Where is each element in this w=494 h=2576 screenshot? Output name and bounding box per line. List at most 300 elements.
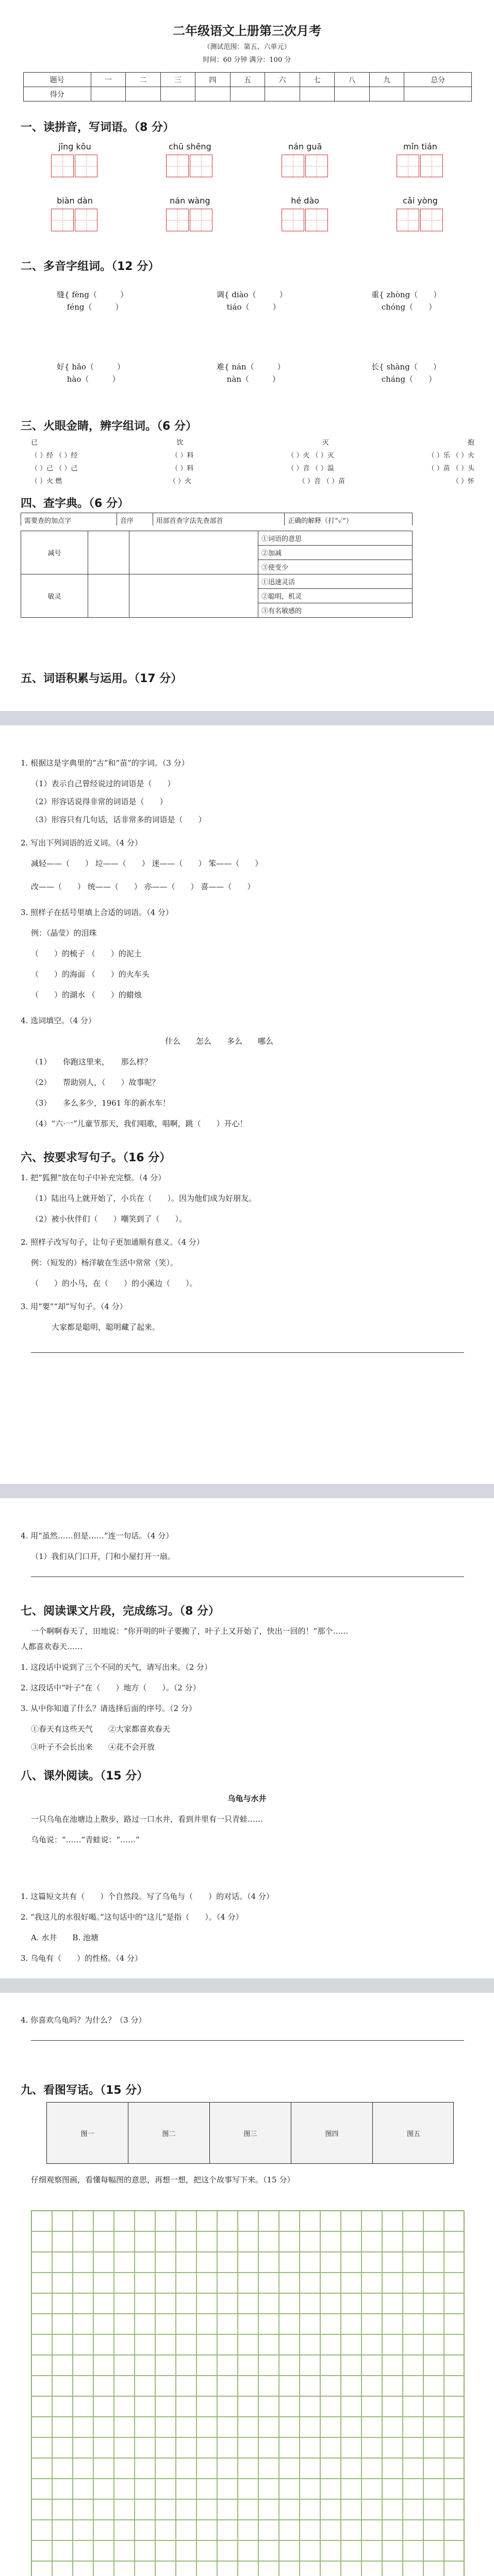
grid-cell[interactable]	[155, 2417, 176, 2437]
grid-cell[interactable]	[217, 2520, 238, 2540]
grid-cell[interactable]	[341, 2458, 361, 2479]
grid-cell[interactable]	[341, 2355, 361, 2376]
s3-blank[interactable]: （ ）怀	[452, 478, 474, 485]
grid-cell[interactable]	[31, 2499, 52, 2520]
grid-cell[interactable]	[361, 2540, 382, 2561]
grid-cell[interactable]	[423, 2211, 444, 2231]
grid-cell[interactable]	[444, 2293, 465, 2314]
grid-cell[interactable]	[93, 2355, 114, 2376]
grid-cell[interactable]	[444, 2540, 465, 2561]
grid-cell[interactable]	[93, 2252, 114, 2273]
grid-cell[interactable]	[279, 2479, 300, 2499]
grid-cell[interactable]	[238, 2540, 258, 2561]
writing-box[interactable]	[51, 209, 74, 231]
grid-cell[interactable]	[114, 2479, 135, 2499]
grid-cell[interactable]	[403, 2376, 423, 2396]
grid-cell[interactable]	[320, 2376, 341, 2396]
grid-cell[interactable]	[258, 2396, 279, 2417]
answer-line[interactable]	[31, 2040, 464, 2041]
grid-cell[interactable]	[155, 2396, 176, 2417]
table-input-cell[interactable]	[129, 531, 258, 574]
grid-cell[interactable]	[114, 2499, 135, 2520]
grid-cell[interactable]	[361, 2314, 382, 2334]
grid-cell[interactable]	[423, 2252, 444, 2273]
grid-cell[interactable]	[52, 2252, 73, 2273]
grid-cell[interactable]	[176, 2355, 196, 2376]
grid-cell[interactable]	[300, 2520, 320, 2540]
grid-cell[interactable]	[238, 2437, 258, 2458]
grid-cell[interactable]	[217, 2479, 238, 2499]
grid-cell[interactable]	[258, 2417, 279, 2437]
grid-cell[interactable]	[73, 2231, 93, 2252]
grid-cell[interactable]	[176, 2458, 196, 2479]
grid-cell[interactable]	[238, 2376, 258, 2396]
grid-cell[interactable]	[361, 2561, 382, 2576]
grid-cell[interactable]	[217, 2334, 238, 2355]
grid-cell[interactable]	[444, 2437, 465, 2458]
grid-cell[interactable]	[320, 2355, 341, 2376]
grid-cell[interactable]	[320, 2334, 341, 2355]
grid-cell[interactable]	[93, 2499, 114, 2520]
grid-cell[interactable]	[196, 2520, 217, 2540]
grid-cell[interactable]	[217, 2376, 238, 2396]
grid-cell[interactable]	[73, 2396, 93, 2417]
grid-cell[interactable]	[114, 2396, 135, 2417]
grid-cell[interactable]	[341, 2314, 361, 2334]
score-input-cell[interactable]	[300, 87, 335, 101]
table-input-cell[interactable]	[88, 574, 129, 618]
grid-cell[interactable]	[423, 2273, 444, 2293]
grid-cell[interactable]	[176, 2417, 196, 2437]
grid-cell[interactable]	[217, 2499, 238, 2520]
grid-cell[interactable]	[93, 2479, 114, 2499]
grid-cell[interactable]	[176, 2376, 196, 2396]
writing-box[interactable]	[282, 155, 304, 177]
grid-cell[interactable]	[258, 2520, 279, 2540]
grid-cell[interactable]	[93, 2396, 114, 2417]
grid-cell[interactable]	[155, 2231, 176, 2252]
grid-cell[interactable]	[279, 2355, 300, 2376]
grid-cell[interactable]	[279, 2334, 300, 2355]
grid-cell[interactable]	[217, 2355, 238, 2376]
grid-cell[interactable]	[155, 2561, 176, 2576]
grid-cell[interactable]	[155, 2520, 176, 2540]
grid-cell[interactable]	[300, 2540, 320, 2561]
grid-cell[interactable]	[73, 2314, 93, 2334]
grid-cell[interactable]	[403, 2355, 423, 2376]
grid-cell[interactable]	[217, 2396, 238, 2417]
table-cell[interactable]	[258, 560, 413, 574]
grid-cell[interactable]	[403, 2314, 423, 2334]
grid-cell[interactable]	[135, 2458, 155, 2479]
grid-cell[interactable]	[114, 2293, 135, 2314]
grid-cell[interactable]	[93, 2458, 114, 2479]
grid-cell[interactable]	[320, 2293, 341, 2314]
grid-cell[interactable]	[300, 2417, 320, 2437]
grid-cell[interactable]	[52, 2479, 73, 2499]
grid-cell[interactable]	[423, 2231, 444, 2252]
grid-cell[interactable]	[238, 2231, 258, 2252]
grid-cell[interactable]	[52, 2334, 73, 2355]
grid-cell[interactable]	[52, 2417, 73, 2437]
grid-cell[interactable]	[31, 2293, 52, 2314]
grid-cell[interactable]	[361, 2396, 382, 2417]
grid-cell[interactable]	[258, 2314, 279, 2334]
score-input-cell[interactable]	[160, 87, 195, 101]
grid-cell[interactable]	[73, 2334, 93, 2355]
grid-cell[interactable]	[196, 2437, 217, 2458]
grid-cell[interactable]	[155, 2273, 176, 2293]
grid-cell[interactable]	[423, 2376, 444, 2396]
grid-cell[interactable]	[444, 2355, 465, 2376]
writing-box[interactable]	[420, 155, 443, 177]
grid-cell[interactable]	[155, 2252, 176, 2273]
option-line[interactable]: ①春天有这些天气 ②大家都喜欢春天	[31, 1724, 171, 1734]
grid-cell[interactable]	[382, 2211, 403, 2231]
grid-cell[interactable]	[300, 2396, 320, 2417]
grid-cell[interactable]	[73, 2293, 93, 2314]
grid-cell[interactable]	[52, 2211, 73, 2231]
grid-cell[interactable]	[382, 2499, 403, 2520]
grid-cell[interactable]	[31, 2396, 52, 2417]
grid-cell[interactable]	[135, 2314, 155, 2334]
grid-cell[interactable]	[93, 2314, 114, 2334]
grid-cell[interactable]	[52, 2376, 73, 2396]
grid-cell[interactable]	[93, 2211, 114, 2231]
grid-cell[interactable]	[238, 2499, 258, 2520]
grid-cell[interactable]	[155, 2458, 176, 2479]
grid-cell[interactable]	[403, 2417, 423, 2437]
grid-cell[interactable]	[93, 2334, 114, 2355]
grid-cell[interactable]	[279, 2417, 300, 2437]
grid-cell[interactable]	[403, 2334, 423, 2355]
grid-cell[interactable]	[341, 2273, 361, 2293]
grid-cell[interactable]	[258, 2376, 279, 2396]
grid-cell[interactable]	[300, 2231, 320, 2252]
grid-cell[interactable]	[31, 2417, 52, 2437]
grid-cell[interactable]	[320, 2479, 341, 2499]
grid-cell[interactable]	[300, 2355, 320, 2376]
grid-cell[interactable]	[52, 2561, 73, 2576]
grid-cell[interactable]	[238, 2458, 258, 2479]
grid-cell[interactable]	[300, 2561, 320, 2576]
grid-cell[interactable]	[423, 2417, 444, 2437]
grid-cell[interactable]	[279, 2561, 300, 2576]
grid-cell[interactable]	[135, 2520, 155, 2540]
s3-blank[interactable]: （ ）火 燃	[31, 478, 62, 485]
grid-cell[interactable]	[238, 2314, 258, 2334]
grid-cell[interactable]	[403, 2479, 423, 2499]
grid-cell[interactable]	[93, 2273, 114, 2293]
grid-cell[interactable]	[114, 2355, 135, 2376]
grid-cell[interactable]	[403, 2273, 423, 2293]
grid-cell[interactable]	[320, 2499, 341, 2520]
score-input-cell[interactable]	[265, 87, 300, 101]
grid-cell[interactable]	[403, 2437, 423, 2458]
grid-cell[interactable]	[258, 2334, 279, 2355]
grid-cell[interactable]	[300, 2252, 320, 2273]
grid-cell[interactable]	[341, 2231, 361, 2252]
grid-cell[interactable]	[279, 2314, 300, 2334]
grid-cell[interactable]	[155, 2540, 176, 2561]
grid-cell[interactable]	[423, 2314, 444, 2334]
grid-cell[interactable]	[382, 2252, 403, 2273]
grid-cell[interactable]	[52, 2499, 73, 2520]
grid-cell[interactable]	[31, 2231, 52, 2252]
grid-cell[interactable]	[361, 2520, 382, 2540]
option-line[interactable]: ③叶子不会长出来 ④花不会开放	[31, 1742, 155, 1752]
grid-cell[interactable]	[135, 2540, 155, 2561]
grid-cell[interactable]	[320, 2561, 341, 2576]
grid-cell[interactable]	[93, 2561, 114, 2576]
grid-cell[interactable]	[403, 2520, 423, 2540]
writing-box[interactable]	[190, 155, 212, 177]
s3-blank[interactable]: （ ）己 （ ）己	[31, 465, 78, 472]
grid-cell[interactable]	[423, 2499, 444, 2520]
grid-cell[interactable]	[423, 2334, 444, 2355]
grid-cell[interactable]	[238, 2293, 258, 2314]
grid-cell[interactable]	[114, 2520, 135, 2540]
grid-cell[interactable]	[382, 2540, 403, 2561]
grid-cell[interactable]	[320, 2273, 341, 2293]
grid-cell[interactable]	[135, 2252, 155, 2273]
grid-cell[interactable]	[73, 2252, 93, 2273]
grid-cell[interactable]	[196, 2314, 217, 2334]
grid-cell[interactable]	[382, 2561, 403, 2576]
grid-cell[interactable]	[300, 2376, 320, 2396]
grid-cell[interactable]	[258, 2231, 279, 2252]
grid-cell[interactable]	[341, 2540, 361, 2561]
grid-cell[interactable]	[444, 2252, 465, 2273]
grid-cell[interactable]	[258, 2252, 279, 2273]
grid-cell[interactable]	[341, 2437, 361, 2458]
grid-cell[interactable]	[73, 2376, 93, 2396]
grid-cell[interactable]	[444, 2458, 465, 2479]
grid-cell[interactable]	[114, 2561, 135, 2576]
grid-cell[interactable]	[382, 2376, 403, 2396]
s3-blank[interactable]: （ ）料	[171, 465, 194, 472]
grid-cell[interactable]	[258, 2499, 279, 2520]
grid-cell[interactable]	[135, 2499, 155, 2520]
grid-cell[interactable]	[176, 2540, 196, 2561]
grid-cell[interactable]	[423, 2293, 444, 2314]
grid-cell[interactable]	[93, 2437, 114, 2458]
grid-cell[interactable]	[444, 2396, 465, 2417]
grid-cell[interactable]	[196, 2273, 217, 2293]
grid-cell[interactable]	[238, 2520, 258, 2540]
grid-cell[interactable]	[341, 2376, 361, 2396]
writing-box[interactable]	[305, 155, 328, 177]
grid-cell[interactable]	[31, 2479, 52, 2499]
grid-cell[interactable]	[52, 2355, 73, 2376]
grid-cell[interactable]	[279, 2458, 300, 2479]
grid-cell[interactable]	[217, 2458, 238, 2479]
grid-cell[interactable]	[403, 2499, 423, 2520]
grid-cell[interactable]	[382, 2293, 403, 2314]
answer-line[interactable]	[31, 1352, 464, 1353]
grid-cell[interactable]	[31, 2540, 52, 2561]
writing-box[interactable]	[166, 155, 189, 177]
writing-box[interactable]	[397, 209, 419, 231]
grid-cell[interactable]	[423, 2520, 444, 2540]
grid-cell[interactable]	[382, 2396, 403, 2417]
grid-cell[interactable]	[196, 2334, 217, 2355]
grid-cell[interactable]	[444, 2417, 465, 2437]
grid-cell[interactable]	[423, 2540, 444, 2561]
s3-blank[interactable]: （ ）火	[169, 478, 192, 485]
grid-cell[interactable]	[73, 2540, 93, 2561]
grid-cell[interactable]	[341, 2334, 361, 2355]
grid-cell[interactable]	[361, 2417, 382, 2437]
grid-cell[interactable]	[361, 2293, 382, 2314]
grid-cell[interactable]	[423, 2396, 444, 2417]
grid-cell[interactable]	[217, 2314, 238, 2334]
grid-cell[interactable]	[361, 2499, 382, 2520]
writing-box[interactable]	[190, 209, 212, 231]
grid-cell[interactable]	[31, 2211, 52, 2231]
grid-cell[interactable]	[217, 2252, 238, 2273]
grid-cell[interactable]	[52, 2437, 73, 2458]
score-input-cell[interactable]	[335, 87, 370, 101]
grid-cell[interactable]	[341, 2499, 361, 2520]
grid-cell[interactable]	[238, 2273, 258, 2293]
grid-cell[interactable]	[258, 2561, 279, 2576]
grid-cell[interactable]	[217, 2437, 238, 2458]
grid-cell[interactable]	[114, 2231, 135, 2252]
grid-cell[interactable]	[52, 2314, 73, 2334]
score-input-cell[interactable]	[404, 87, 472, 101]
grid-cell[interactable]	[382, 2520, 403, 2540]
grid-cell[interactable]	[135, 2293, 155, 2314]
grid-cell[interactable]	[238, 2211, 258, 2231]
grid-cell[interactable]	[176, 2499, 196, 2520]
grid-cell[interactable]	[114, 2273, 135, 2293]
grid-cell[interactable]	[403, 2231, 423, 2252]
grid-cell[interactable]	[114, 2458, 135, 2479]
grid-cell[interactable]	[93, 2293, 114, 2314]
grid-cell[interactable]	[176, 2561, 196, 2576]
grid-cell[interactable]	[176, 2231, 196, 2252]
grid-cell[interactable]	[361, 2376, 382, 2396]
grid-cell[interactable]	[320, 2520, 341, 2540]
grid-cell[interactable]	[444, 2561, 465, 2576]
grid-cell[interactable]	[320, 2252, 341, 2273]
grid-cell[interactable]	[403, 2211, 423, 2231]
grid-cell[interactable]	[361, 2355, 382, 2376]
grid-cell[interactable]	[155, 2211, 176, 2231]
grid-cell[interactable]	[341, 2479, 361, 2499]
grid-cell[interactable]	[217, 2417, 238, 2437]
grid-cell[interactable]	[93, 2520, 114, 2540]
grid-cell[interactable]	[320, 2458, 341, 2479]
grid-cell[interactable]	[52, 2520, 73, 2540]
grid-cell[interactable]	[155, 2376, 176, 2396]
score-input-cell[interactable]	[230, 87, 265, 101]
grid-cell[interactable]	[403, 2252, 423, 2273]
grid-cell[interactable]	[155, 2355, 176, 2376]
grid-cell[interactable]	[217, 2540, 238, 2561]
grid-cell[interactable]	[114, 2437, 135, 2458]
grid-cell[interactable]	[238, 2417, 258, 2437]
grid-cell[interactable]	[258, 2293, 279, 2314]
grid-cell[interactable]	[320, 2417, 341, 2437]
grid-cell[interactable]	[31, 2334, 52, 2355]
grid-cell[interactable]	[382, 2334, 403, 2355]
grid-cell[interactable]	[176, 2211, 196, 2231]
grid-cell[interactable]	[444, 2231, 465, 2252]
grid-cell[interactable]	[279, 2376, 300, 2396]
grid-cell[interactable]	[361, 2458, 382, 2479]
grid-cell[interactable]	[196, 2499, 217, 2520]
grid-cell[interactable]	[31, 2376, 52, 2396]
grid-cell[interactable]	[444, 2376, 465, 2396]
grid-cell[interactable]	[258, 2355, 279, 2376]
grid-cell[interactable]	[73, 2273, 93, 2293]
grid-cell[interactable]	[135, 2376, 155, 2396]
grid-cell[interactable]	[341, 2396, 361, 2417]
grid-cell[interactable]	[444, 2334, 465, 2355]
s3-blank[interactable]: （ ）苗 （ ）头	[427, 465, 474, 472]
grid-cell[interactable]	[196, 2417, 217, 2437]
score-input-cell[interactable]	[126, 87, 161, 101]
writing-box[interactable]	[420, 209, 443, 231]
grid-cell[interactable]	[52, 2396, 73, 2417]
grid-cell[interactable]	[93, 2540, 114, 2561]
grid-cell[interactable]	[444, 2273, 465, 2293]
grid-cell[interactable]	[176, 2314, 196, 2334]
grid-cell[interactable]	[196, 2355, 217, 2376]
grid-cell[interactable]	[444, 2314, 465, 2334]
grid-cell[interactable]	[361, 2334, 382, 2355]
grid-cell[interactable]	[403, 2458, 423, 2479]
grid-cell[interactable]	[238, 2334, 258, 2355]
grid-cell[interactable]	[361, 2437, 382, 2458]
grid-cell[interactable]	[31, 2273, 52, 2293]
grid-cell[interactable]	[341, 2211, 361, 2231]
grid-cell[interactable]	[238, 2252, 258, 2273]
table-input-cell[interactable]	[129, 574, 258, 618]
grid-cell[interactable]	[52, 2273, 73, 2293]
grid-cell[interactable]	[114, 2376, 135, 2396]
grid-cell[interactable]	[114, 2540, 135, 2561]
grid-cell[interactable]	[93, 2231, 114, 2252]
grid-cell[interactable]	[217, 2211, 238, 2231]
table-input-cell[interactable]	[88, 531, 129, 574]
grid-cell[interactable]	[382, 2479, 403, 2499]
writing-grid[interactable]	[31, 2210, 464, 2576]
option-line[interactable]: A. 水井 B. 池塘	[31, 1933, 98, 1942]
grid-cell[interactable]	[279, 2520, 300, 2540]
grid-cell[interactable]	[341, 2561, 361, 2576]
grid-cell[interactable]	[279, 2273, 300, 2293]
grid-cell[interactable]	[93, 2376, 114, 2396]
grid-cell[interactable]	[423, 2561, 444, 2576]
grid-cell[interactable]	[320, 2540, 341, 2561]
grid-cell[interactable]	[217, 2273, 238, 2293]
grid-cell[interactable]	[52, 2458, 73, 2479]
grid-cell[interactable]	[217, 2561, 238, 2576]
grid-cell[interactable]	[258, 2437, 279, 2458]
grid-cell[interactable]	[300, 2211, 320, 2231]
grid-cell[interactable]	[341, 2520, 361, 2540]
grid-cell[interactable]	[341, 2252, 361, 2273]
grid-cell[interactable]	[361, 2479, 382, 2499]
writing-box[interactable]	[51, 155, 74, 177]
grid-cell[interactable]	[238, 2561, 258, 2576]
grid-cell[interactable]	[320, 2314, 341, 2334]
grid-cell[interactable]	[73, 2355, 93, 2376]
grid-cell[interactable]	[176, 2396, 196, 2417]
